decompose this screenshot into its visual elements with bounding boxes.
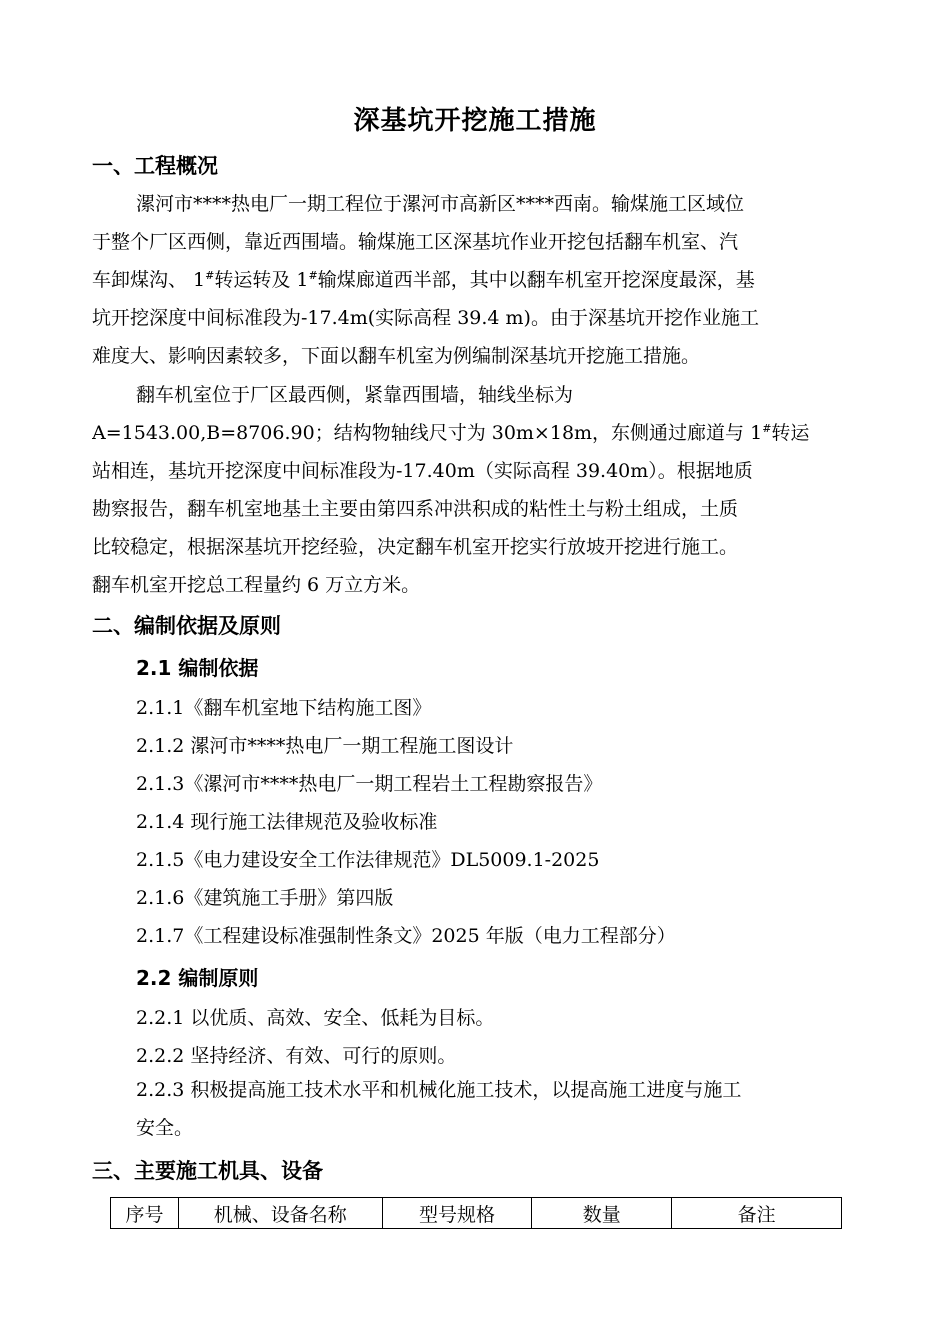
table-header-cell: 备注: [672, 1198, 842, 1229]
paragraph-line: 比较稳定，根据深基坑开挖经验，决定翻车机室开挖实行放坡开挖进行施工。: [92, 536, 739, 558]
reference-item: 2.1.2 漯河市****热电厂一期工程施工图设计: [136, 735, 514, 757]
subsection-2-2-heading: 2.2 编制原则: [136, 966, 259, 990]
reference-item: 2.1.4 现行施工法律规范及验收标准: [136, 811, 438, 833]
text-run: 输煤廊道西半部，其中以翻车机室开挖深度最深，基: [317, 269, 755, 291]
reference-item: 2.1.6《建筑施工手册》第四版: [136, 887, 394, 909]
paragraph-line: 翻车机室位于厂区最西侧，紧靠西围墙，轴线坐标为: [136, 384, 574, 406]
superscript: #: [205, 269, 215, 282]
paragraph-line: 于整个厂区西侧，靠近西围墙。输煤施工区深基坑作业开挖包括翻车机室、汽: [92, 231, 739, 253]
section-1-paragraph-2: [92, 376, 860, 604]
reference-item: 2.1.5《电力建设安全工作法律规范》DL5009.1-2025: [136, 849, 600, 871]
superscript: #: [308, 269, 318, 282]
table-header-cell: 数量: [532, 1198, 672, 1229]
paragraph-line: 站相连，基坑开挖深度中间标准段为-17.40m（实际高程 39.40m）。根据地质: [92, 460, 753, 482]
paragraph-line: 2.2.3 积极提高施工技术水平和机械化施工技术，以提高施工进度与施工: [136, 1079, 742, 1101]
paragraph-line: 翻车机室开挖总工程量约 6 万立方米。: [92, 574, 421, 596]
table-header-cell: 型号规格: [382, 1198, 532, 1229]
equipment-table: [110, 1197, 842, 1229]
paragraph-line: 漯河市****热电厂一期工程位于漯河市高新区****西南。输煤施工区域位: [136, 193, 745, 215]
section-3-heading: 三、主要施工机具、设备: [92, 1159, 323, 1183]
text-run: A=1543.00,B=8706.90；结构物轴线尺寸为 30m×18m，东侧通过廊道与 1: [92, 422, 763, 444]
paragraph-line: [92, 261, 860, 299]
table-header-cell: 机械、设备名称: [178, 1198, 382, 1229]
reference-item: 2.1.7《工程建设标准强制性条文》2025 年版（电力工程部分）: [136, 925, 676, 947]
reference-item: 2.1.1《翻车机室地下结构施工图》: [136, 697, 432, 719]
paragraph-line: 难度大、影响因素较多，下面以翻车机室为例编制深基坑开挖施工措施。: [92, 345, 701, 367]
paragraph-line: 勘察报告，翻车机室地基土主要由第四系冲洪积成的粘性土与粉土组成，土质: [92, 498, 739, 520]
principle-item: [136, 1071, 856, 1147]
text-run: 车卸煤沟、 1: [92, 269, 206, 291]
text-run: 转运转及 1: [214, 269, 309, 291]
principle-item: 2.2.2 坚持经济、有效、可行的原则。: [136, 1045, 457, 1067]
paragraph-line: [92, 414, 860, 452]
principle-item: 2.2.1 以优质、高效、安全、低耗为目标。: [136, 1007, 495, 1029]
reference-item: 2.1.3《漯河市****热电厂一期工程岩土工程勘察报告》: [136, 773, 603, 795]
text-run: 转运: [771, 422, 810, 444]
section-1-paragraph-1: [92, 185, 860, 375]
section-1-heading: 一、工程概况: [92, 154, 218, 178]
document-title: 深基坑开挖施工措施: [353, 106, 597, 136]
table-header-cell: 序号: [111, 1198, 179, 1229]
paragraph-line: 安全。: [136, 1117, 194, 1139]
table-header-row: [111, 1198, 842, 1229]
superscript: #: [762, 422, 772, 435]
paragraph-line: 坑开挖深度中间标准段为-17.4m(实际高程 39.4 m)。由于深基坑开挖作业施工: [92, 307, 759, 329]
section-2-heading: 二、编制依据及原则: [92, 614, 281, 638]
subsection-2-1-heading: 2.1 编制依据: [136, 656, 259, 680]
